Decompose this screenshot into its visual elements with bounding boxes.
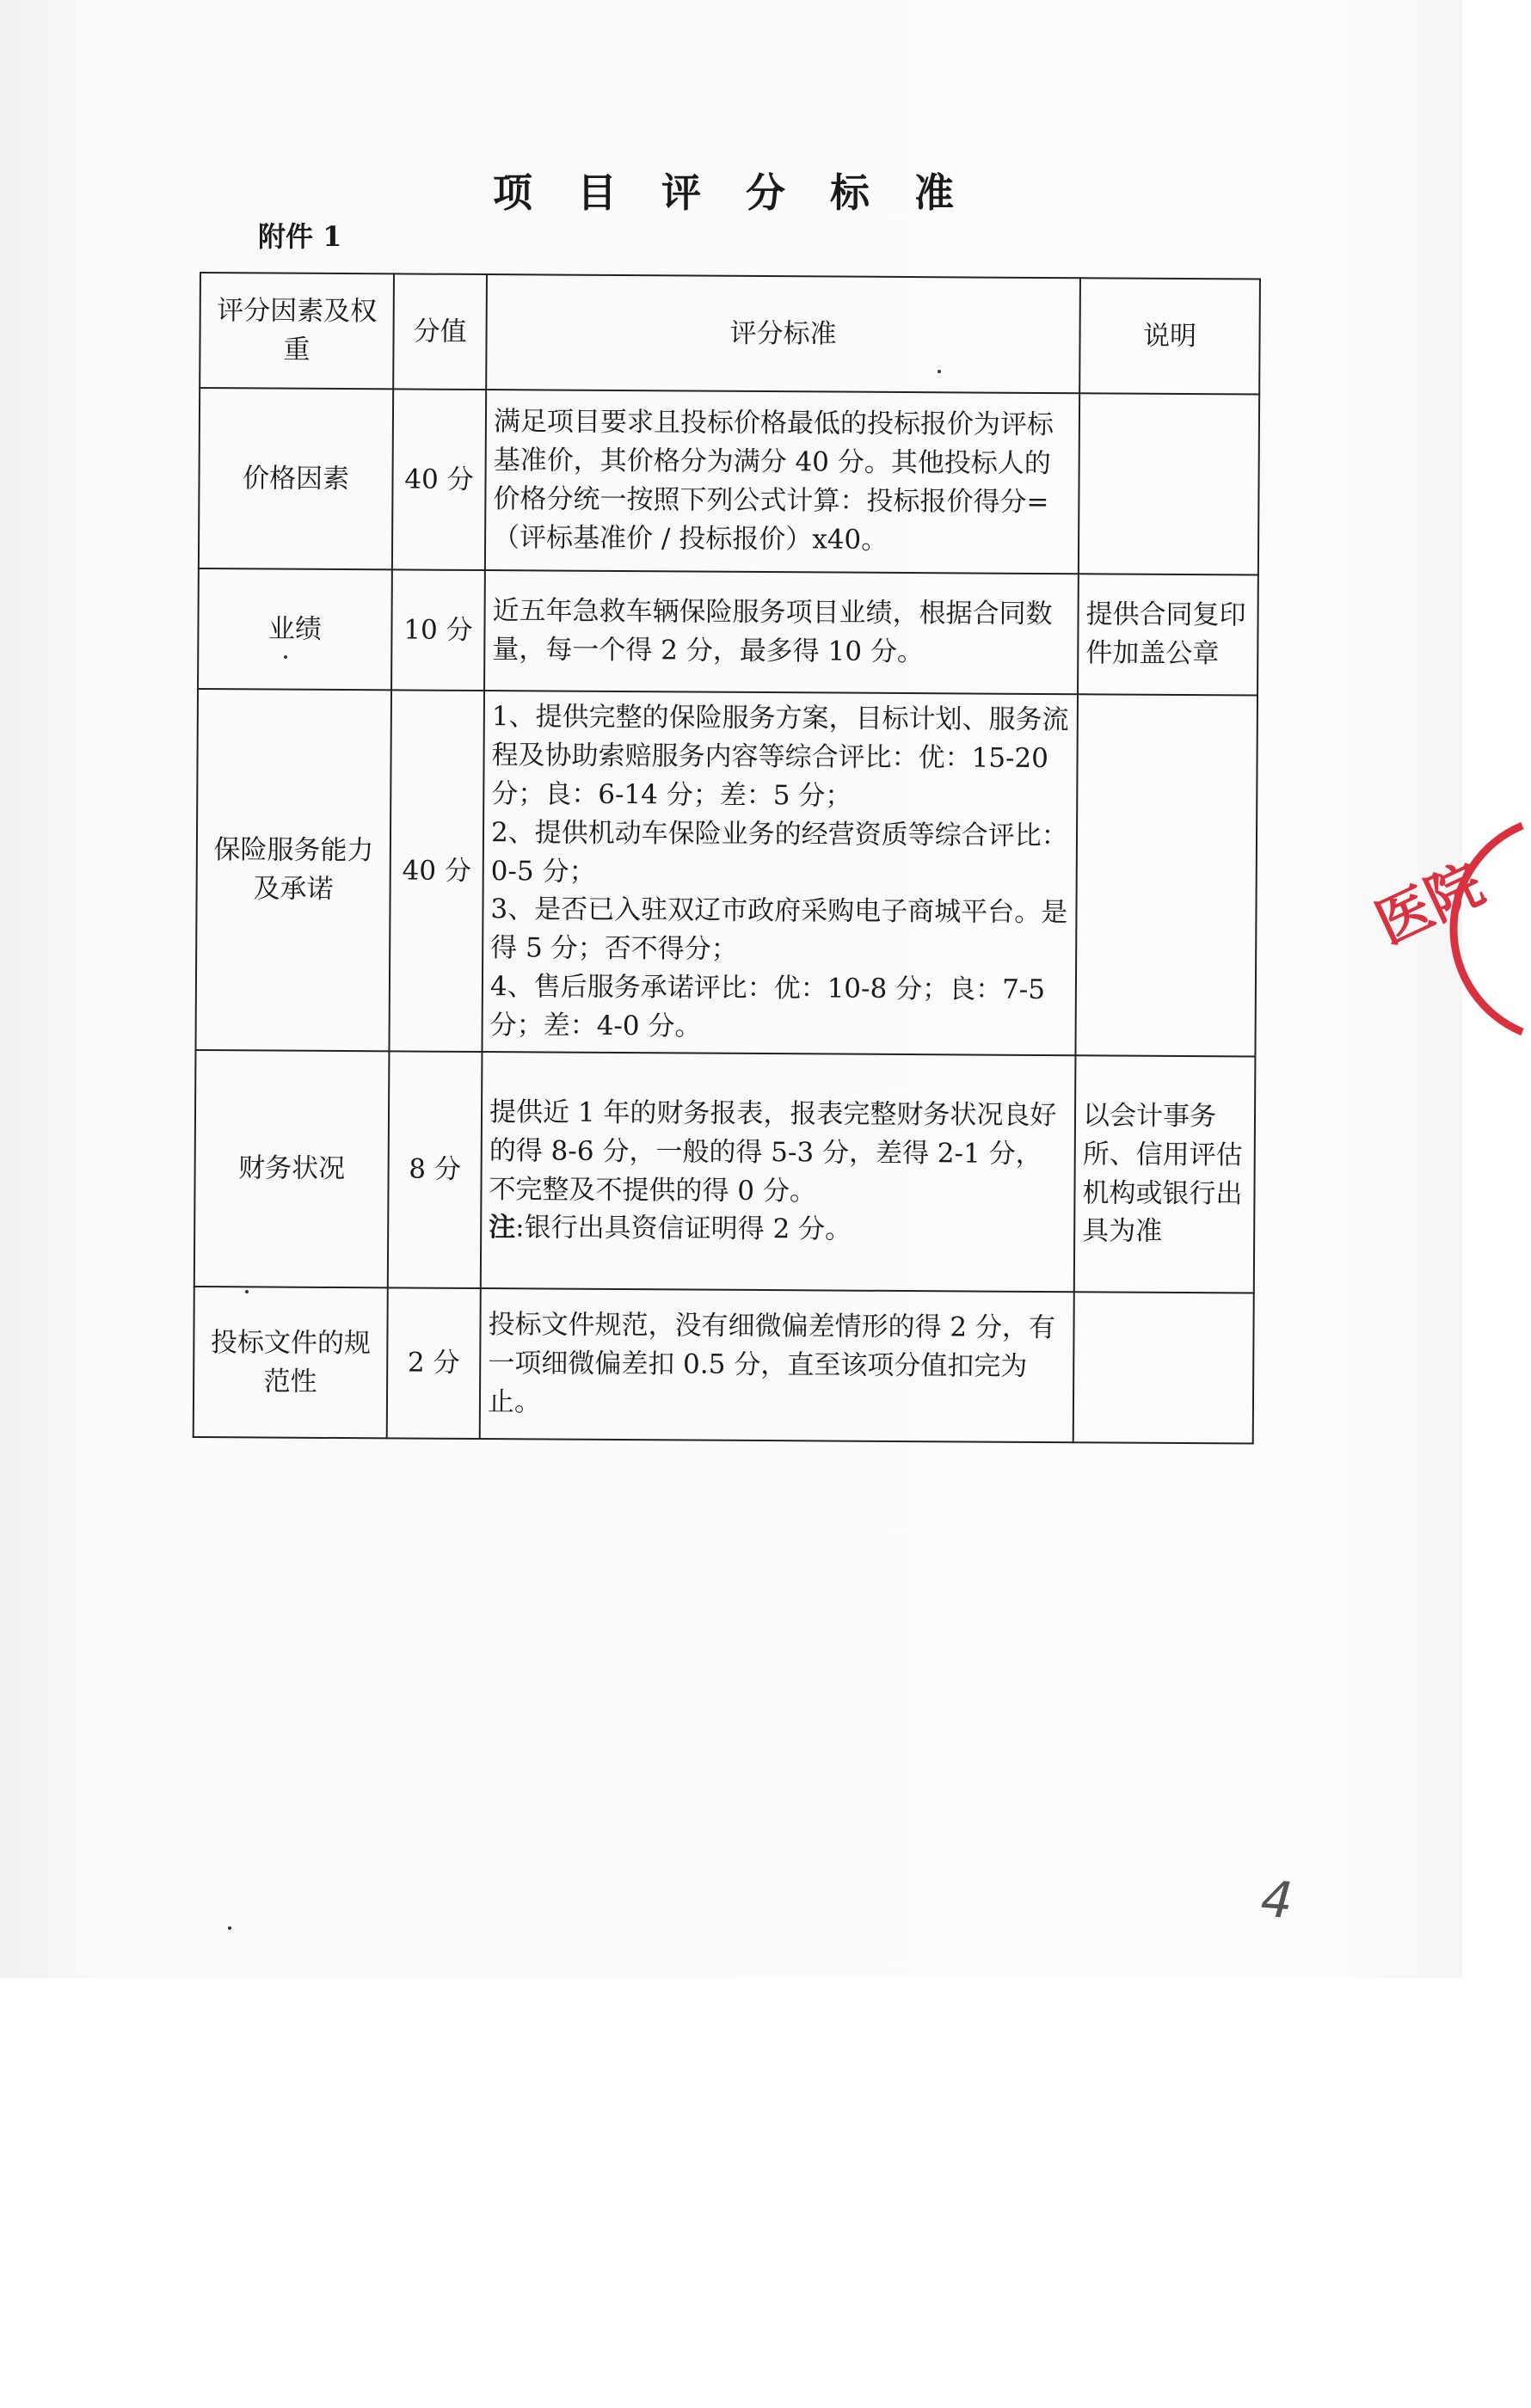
attachment-label: 附件 1 (258, 220, 342, 253)
score-cell: 8 分 (388, 1051, 483, 1288)
header-score: 分值 (393, 273, 487, 390)
page-number: 4 (1258, 1869, 1295, 1931)
criteria-cell: 近五年急救车辆保险服务项目业绩，根据合同数量，每一个得 2 分，最多得 10 分。 (484, 570, 1079, 694)
note-text: :银行出具资信证明得 2 分。 (515, 1212, 852, 1246)
factor-cell: 价格因素 (199, 388, 393, 569)
note-label: 注 (489, 1212, 516, 1244)
criteria-item: 2、提供机动车保险业务的经营资质等综合评比：0-5 分； (490, 816, 1068, 888)
criteria-cell (482, 691, 1078, 1055)
table-row (194, 1050, 1256, 1293)
factor-cell: 财务状况 (194, 1050, 390, 1287)
criteria-item: 提供近 1 年的财务报表，报表完整财务状况良好的得 8-6 分，一般的得 5-3 分，差得 2-1 分，不完整及不提供的得 0 分。 (489, 1096, 1057, 1207)
header-note: 说明 (1079, 278, 1260, 394)
table-row (199, 388, 1259, 575)
score-cell: 10 分 (391, 569, 485, 691)
table-row (194, 1287, 1254, 1444)
factor-cell: 保险服务能力及承诺 (195, 689, 391, 1051)
table-row (198, 568, 1258, 696)
scan-speck (228, 1926, 231, 1930)
criteria-cell: 投标文件规范，没有细微偏差情形的得 2 分，有一项细微偏差扣 0.5 分，直至该项分值扣完为止。 (480, 1288, 1074, 1442)
official-seal (1342, 808, 1531, 1049)
scan-speck (245, 1290, 249, 1293)
criteria-cell (481, 1052, 1076, 1292)
document-title: 项 目 评 分 标 准 (492, 169, 970, 216)
note-cell: 提供合同复印件加盖公章 (1078, 574, 1258, 695)
criteria-note (489, 1209, 1067, 1251)
page-margin (0, 1978, 1462, 2408)
scan-speck (938, 370, 941, 373)
score-cell: 2 分 (387, 1287, 481, 1439)
header-criteria: 评分标准 (486, 274, 1080, 393)
note-cell (1075, 694, 1257, 1056)
criteria-cell: 满足项目要求且投标价格最低的投标报价为评标基准价，其价格分为满分 40 分。其他投标人的价格分统一按照下列公式计算：投标报价得分=（评标基准价 / 投标报价）x40。 (485, 390, 1079, 574)
table-header-row (200, 273, 1260, 395)
seal-text: 医院 (1366, 851, 1494, 957)
criteria-item: 1、提供完整的保险服务方案，目标计划、服务流程及协助索赔服务内容等综合评比：优：15-20 分；良：6-14 分；差：5 分； (491, 700, 1069, 812)
criteria-item: 3、是否已入驻双辽市政府采购电子商城平台。是得 5 分；否不得分； (490, 894, 1068, 966)
criteria-item: 4、售后服务承诺评比：优：10-8 分；良：7-5 分；差：4-0 分。 (489, 971, 1046, 1042)
score-cell: 40 分 (389, 690, 484, 1052)
note-cell: 以会计事务所、信用评估机构或银行出具为准 (1074, 1055, 1256, 1293)
table-row (195, 689, 1257, 1057)
factor-cell: 业绩 (198, 568, 392, 690)
score-cell: 40 分 (392, 389, 486, 570)
scan-speck (284, 655, 287, 659)
scoring-table (193, 272, 1261, 1445)
note-cell (1079, 393, 1259, 574)
header-factor: 评分因素及权重 (200, 273, 394, 389)
note-cell (1073, 1292, 1254, 1443)
factor-cell: 投标文件的规范性 (194, 1287, 388, 1438)
